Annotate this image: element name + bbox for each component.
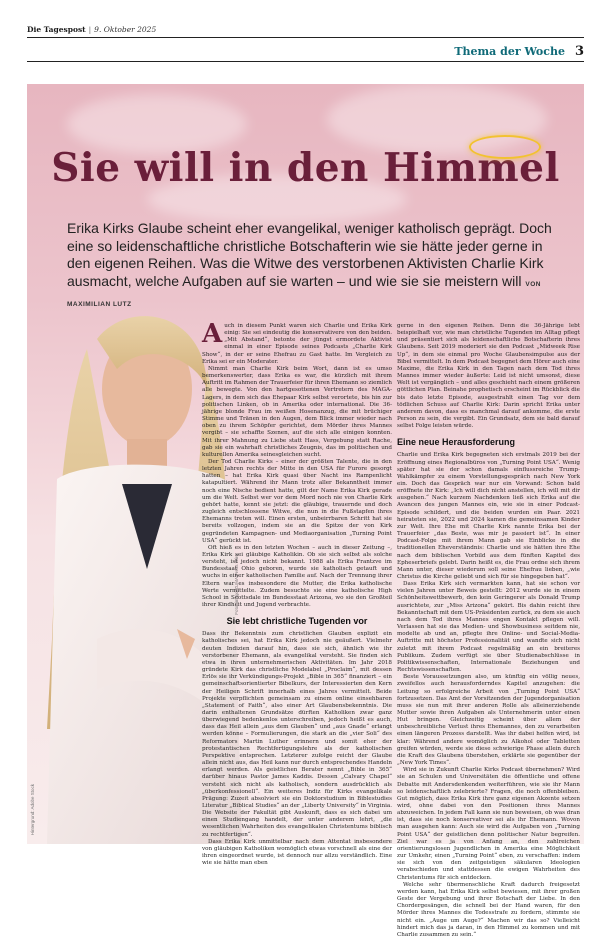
subheading: Sie lebt christliche Tugenden vor: [226, 616, 368, 627]
paragraph: Wird sie in Zukunft Charlie Kirks Podcast übernehmen? Wird sie an Schulen und Universitäten die öffentliche und offene Debatte mit Andersdenkenden weiterführen, wie sie ihr Mann so leidenschaftlich zelebrierte? Fragen, die noch offenbleiben. Gut möglich, dass Erika Kirk ihre ganz eigenen Akzente setzen wird, ohne dabei von den Positionen ihres Mannes abzuweichen. In jedem Fall kann sie nun beweisen, ob was dran ist, dass sie noch konservativer sei als ihr Ehemann. Wovon man ausgehen kann: Auch sie wird die Aufgaben von „Turning Point USA“ der geistlichen denn politischer Natur begreifen. Ziel war es ja von Anfang an, den zahlreichen orientierungslosen Jugendlichen in Amerika eine Möglichkeit zur Umkehr, einen „Turning Point“ eben, zu verschaffen: indem sie sich von den zeitgeistigen säkularen Ideologien verabschieden und stattdessen die ewigen Wahrheiten des Christentums für sich entdecken.: [397, 767, 580, 881]
article-column-1: [202, 319, 392, 867]
background-credit: Hintergrund: Adobe Stock: [30, 784, 35, 836]
photo-credit: Foto: imago/ZUMA Press Wire: [234, 554, 239, 615]
paragraph: Charlie und Erika Kirk begegneten sich erstmals 2019 bei der Eröffnung eines Regionalbüros von „Turning Point USA“. Wenig später hat sie der schon damals einflussreiche Trump-Wahlkämpfer zu einem Vorstellungsgespräch nach New York ein. Doch das Gespräch war nur ein Vorwand: Schon bald eröffnete ihr Kirk: „Ich will dich nicht anstellen, ich will mit dir ausgehen.“ Nach kurzem Nachdenken ließ sich Erika auf die Avancen des jungen Mannes ein, wie sie in einer Podcast-Episode schildert, und die beiden wurden ein Paar. 2021 heirateten sie, 2022 und 2024 kamen die gemeinsamen Kinder zur Welt. Ihre Ehe mit Charlie Kirk nannte Erika bei der Trauerfeier „das Beste, was mir je passiert ist“. In einer Podcast-Folge mit ihrem Mann gab sie Einblicke in die traditionellen Eheverständnis: Charlie und sie hätten ihre Ehe nach dem biblischen Vorbild aus dem fünften Kapitel des Epheserbriefs gelebt. Darin heißt es, die Frau ordne sich ihrem Mann unter, dieser wiederum soll seine Ehefrau lieben, „wie Christus die Kirche geliebt und sich für sie hingegeben hat“.: [397, 452, 580, 580]
masthead-separator: |: [88, 24, 92, 34]
paragraph: Oft hieß es in den letzten Wochen – auch in dieser Zeitung –, Erika Kirk sei gläubige Katholikin. Ob sie sich selbst als solche versteht, ist jedoch nicht bekannt. 1988 als Erika Frantzve im Bundesstaat Ohio geboren, wurde sie katholisch getauft und wuchs in einer katholischen Familie auf. Nach der Trennung ihrer Eltern war es insbesondere die Mutter, die Erika katholische Werte vermittelte. Zudem besuchte sie eine katholische High School in Scottsdale im Bundesstaat Arizona, wo sie den Großteil ihrer Kindheit und Jugend verbrachte.: [202, 544, 392, 609]
lede-text: Erika Kirks Glaube scheint eher evangelikal, weniger katholisch geprägt. Doch eine so leidenschaftliche christliche Botschafterin wie sie hätte jeder gerne in den eigenen Reihen. Was die Witwe des verstorbenen Aktivisten Charlie Kirk ausmacht, welche Aufgaben auf sie warten – und wie sie sie meistern will: [67, 220, 552, 289]
dropcap: A: [202, 319, 223, 349]
byline: VON MAXIMILIAN LUTZ: [67, 280, 541, 309]
paragraph: gerne in den eigenen Reihen. Denn die 36-Jährige lebt beispielhaft vor, wie man christliche Tugenden im Alltag pflegt und präsentiert sich als leidenschaftliche Botschafterin ihres Glaubens. Seit 2019 moderiert sie den Podcast „Midweek Rise Up“, in dem sie einmal pro Woche Glaubensimpulse aus der Bibel vermittelt. In dem Podcast begegnet dem Hörer auch eine Maxime, die Erika Kirk in den Tagen nach dem Tod ihres Mannes immer wieder äußerte: Leid ist nicht umsonst, diese Welt ist vergänglich – und alles geschieht nach einem größeren göttlichen Plan. Beinahe prophetisch erscheint im Rückblick die bis dato letzte Episode, ausgestrahlt einen Tag vor dem tödlichen Schuss auf Charlie Kirk: Darin spricht Erika unter anderem davon, dass es manchmal darauf ankomme, die erste Person zu sein, die vergibt. Ein Grundsatz, dem sie bald darauf selbst Folge leisten würde.: [397, 323, 580, 430]
article-column-2: [397, 323, 580, 939]
paragraph: Dass Erika Kirk sich vermarkten kann, hat sie schon vor vielen Jahren unter Beweis gestellt: 2012 wurde sie in einem Schönheitswettbewerb, den kein Geringerer als Donald Trump ausrichtete, zur „Miss Arizona“ gekürt. Bis dahin reicht ihre Bekanntschaft mit dem US-Präsidenten zurück, zu dem sie auch nach dem Tod ihres Mannes engen Kontakt pflegen will. Verlassen hat sie das Medien- und Showbusiness seitdem nie, modelte ab und an, pflegte ihre Online- und Social-Media-Auftritte mit höchster Professionalität und wandte sich nicht zuletzt mit ihrem Podcast regelmäßig an ein breiteres Publikum. Zudem verfügt sie über Studienabschlüsse in Politikwissenschaften, Internationale Beziehungen und Rechtswissenschaften.: [397, 581, 580, 674]
article-headline: Sie will in den Himmel: [51, 145, 560, 191]
top-rule: [27, 37, 584, 38]
article-background: [27, 84, 584, 938]
paragraph: Dass Erika Kirk unmittelbar nach dem Attentat insbesondere von gläubigen Katholiken womöglich etwas vorschnell als eine der ihren eingeordnet wurde, ist dennoch nur allzu verständlich. Eine wie sie hätte man eben: [202, 838, 392, 867]
page-number: 3: [574, 43, 584, 59]
publication-name: Die Tagespost: [27, 24, 86, 34]
section-rule: [27, 61, 584, 62]
paragraph: Dass ihr Bekenntnis zum christlichen Glauben explizit ein katholisches sei, hat Erika Kirk jedoch nie geäußert. Vielmehr deuten Indizien darauf hin, dass sie sich, ähnlich wie ihr verstorbener Ehemann, als evangelikal versteht. Sie finden sich etwa in ihren unternehmerischen Aktivitäten. Im Jahr 2018 gründete Kirk das christliche Modelabel „Proclaim“, mit dessen Erlös sie ihr Verkündigungs-Projekt „Bible in 365“ finanziert – ein gemeinschaftsorientierter Bibelkurs, der Interessierten den Kern der Heiligen Schrift innerhalb eines Jahres vermittelt. Beide Projekte verpflichten gemeinsam zu einem online einsehbaren „Statement of Faith“, also einer Art Glaubensbekenntnis. Die darin enthaltenen Grundsätze dürften Katholiken zwar ganz überwiegend bedenkenlos unterschreiben, jedoch heißt es auch, dass das Heil allein „aus dem Glauben“ und „aus Gnade“ erlangt werden könne – Formulierungen, die stark an die „vier Soli“ des Reformators Martin Luther erinnern und somit eher der protestantischen Rechtfertigungslehre als der katholischen Perspektive entsprechen. Letzterer zufolge reicht der Glaube allein nicht aus, das Heil kann nur durch entsprechendes Handeln erlangt werden. Als geistlichen Berater nennt „Bible in 365“ darüber hinaus Pastor James Kaddis. Dessen „Calvary Chapel“ versteht sich nicht als katholisch, sondern ausdrücklich als „überkonfessionell“. Ein weiteres Indiz für Kirks evangelikale Prägung: Zuzeit absolviert sie ein Doktorstudium in Biblestudies Literatur „Biblical Studies“ an der „Liberty University“ in Virginia. Die Website der Fakultät gibt Auskunft, dass es sich dabei um einen Studiengang handelt, der unter anderem lehrt, „die wesentlichen Wahrheiten des evangelikalen Christentums biblisch zu rechtfertigen“.: [202, 631, 392, 838]
section-label: Thema der Woche: [454, 44, 565, 58]
paragraph: Beste Voraussetzungen also, um künftig ein völlig neues, zweifellos auch herausforderndes Kapitel anzugehen: die Leitung so erfolgreiche Arbeit von „Turning Point USA“ fortzusetzen. Das Amt der Vorsitzenden der Jugendorganisation muss sie nun mit ihrer anderen Rolle als alleinerziehende Mutter sowie ihren Aufgaben als Unternehmerin unter einen Hut bringen. Gleichzeitig scheint über allem der unbeschreibliche Verlust ihres Ehemannes, den zu verarbeiten einen längeren Prozess darstellt. Was ihr dabei helfen wird, ist klar: Während andere womöglich zu Alkohol oder Tabletten greifen würden, werde sie diese schwierige Phase allein durch die Kraft des Glaubens überstehen, erklärte sie gegenüber der „New York Times“.: [397, 674, 580, 767]
paragraph: Auch in diesem Punkt waren sich Charlie und Erika Kirk einig: Sie sei eindeutig die konservativere von den beiden. „Mit Abstand“, betonte der jüngst ermordete Aktivist einmal in einer Episode seines Podcasts „Charlie Kirk Show“, in der er seine Ehefrau zu Gast hatte. Im Vergleich zu Erika sei er ein Moderater.: [202, 319, 392, 365]
masthead: [27, 22, 584, 36]
paragraph: Nimmt man Charlie Kirk beim Wort, dann ist es umso bemerkenswerter, dass Erika es war, die kürzlich mit ihrem Auftritt im Rahmen der Trauerfeier für ihren Ehemann so ziemlich alle bewegte. Von den hartgesottenen Vertretern des MAGA-Lagers, in dem sich das Ehepaar Kirk selbst verortete, bis hin zur politischen Linken, ob in Amerika oder international. Die 36-jährige blonde Frau im weißen Hosenanzug, die mit brüchiger Stimme und Tränen in den Augen, dem Blick immer wieder nach oben zu ihrem Schöpfer gerichtet, dem Mörder ihres Mannes vergibt – sie schaffte Szenen, auf die sich alle einigen konnten. Mit ihrer Mahnung zu Liebe statt Hass, Vergebung statt Rache, gab sie ein wahrhaft christliches Zeugnis, das im politischen und kulturellen Amerika seinesgleichen sucht.: [202, 365, 392, 458]
article-lede: [67, 220, 562, 314]
halo-icon: [469, 135, 541, 159]
section-header: [454, 42, 584, 60]
paragraph: Welche sehr übermenschliche Kraft dadurch freigesetzt werden kann, hat Erika Kirk selbst bewiesen, mit ihrer großen Geste der Vergebung und ihrer Botschaft der Liebe. In den Chordergesängen, die schnell bei der Hand waren, für den Mörder ihres Mannes die Todesstrafe zu fordern, stimmte sie nicht ein. „Auge um Auge?“ Machen wir das so? Vielleicht hindert mich das ja daran, in den Himmel zu kommen und mit Charlie zusammen zu sein.“: [397, 881, 580, 938]
issue-date: 9. Oktober 2025: [94, 24, 157, 34]
paragraph: Der Tod Charlie Kirks – einer der größten Talente, die in den letzten Jahren rechts der Mitte in den USA für Furore gesorgt hatten – hat Erika Kirk quasi über Nacht ins Rampenlicht katapultiert. Während ihr Mann trotz aller Bekanntheit immer noch eine Nische bedient hatte, gilt der Name Erika Kirk gerade um die Welt. Selbst wer vor dem Mord noch nie von Charlie Kirk gehört hatte, kennt sie jetzt: die gläubige, trauernde und doch zugleich entschlossene Witwe, die nun in die Fußstapfen ihres Ehemanns treten will. Einen ersten, unbeirrbaren Schritt hat sie bereits vollzogen, indem sie an die Spitze der von Kirk gegründeten Kampagnen- und Mediaorganisation „Turning Point USA“ gerückt ist.: [202, 458, 392, 544]
subheading: Eine neue Herausforderung: [397, 437, 516, 448]
